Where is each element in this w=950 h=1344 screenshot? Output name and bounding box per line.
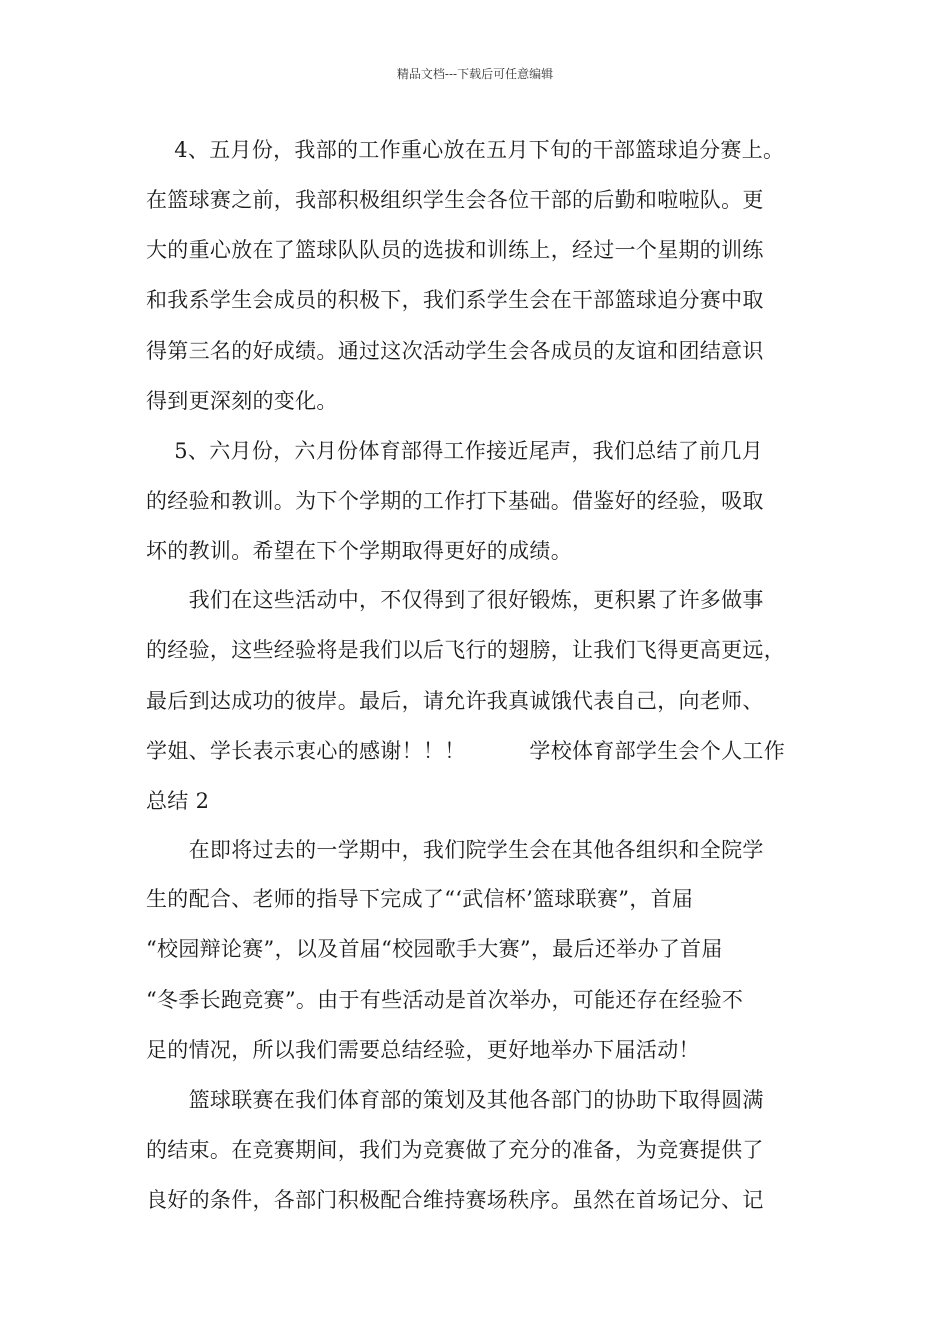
- text-line: “校园辩论赛”，以及首届“校园歌手大赛”，最后还举办了首届: [146, 937, 723, 961]
- text-line: 良好的条件，各部门积极配合维持赛场秩序。虽然在首场记分、记: [146, 1188, 764, 1212]
- text-line: 篮球联赛在我们体育部的策划及其他各部门的协助下取得圆满: [146, 1088, 764, 1112]
- text-line: 最后到达成功的彼岸。最后，请允许我真诚饿代表自己，向老师、: [146, 689, 764, 713]
- text-line: 得到更深刻的变化。: [146, 389, 338, 413]
- page-header: 精品文档---下载后可任意编辑: [396, 67, 554, 81]
- text-line: 得第三名的好成绩。通过这次活动学生会各成员的友谊和团结意识: [146, 339, 764, 363]
- text-line: “冬季长跑竞赛”。由于有些活动是首次举办，可能还存在经验不: [146, 988, 744, 1012]
- text-line: 学姐、学长表示衷心的感谢！！！ 学校体育部学生会个人工作: [146, 739, 785, 763]
- text-line: 和我系学生会成员的积极下，我们系学生会在干部篮球追分赛中取: [146, 288, 764, 312]
- text-line: 坏的教训。希望在下个学期取得更好的成绩。: [146, 539, 572, 563]
- text-line: 在即将过去的一学期中，我们院学生会在其他各组织和全院学: [146, 838, 764, 862]
- text-line: 在篮球赛之前，我部积极组织学生会各位干部的后勤和啦啦队。更: [146, 188, 764, 212]
- text-line: 我们在这些活动中，不仅得到了很好锻炼，更积累了许多做事: [146, 588, 764, 612]
- text-line: 足的情况，所以我们需要总结经验，更好地举办下届活动！: [146, 1038, 700, 1062]
- text-line: 的结束。在竞赛期间，我们为竞赛做了充分的准备，为竞赛提供了: [146, 1138, 764, 1162]
- text-line: 生的配合、老师的指导下完成了“‘武信杯’篮球联赛”，首届: [146, 887, 694, 911]
- text-line: 总结 2: [146, 789, 210, 813]
- text-line: 5、六月份，六月份体育部得工作接近尾声，我们总结了前几月: [146, 439, 764, 463]
- text-line: 的经验和教训。为下个学期的工作打下基础。借鉴好的经验，吸取: [146, 489, 764, 513]
- text-line: 的经验，这些经验将是我们以后飞行的翅膀，让我们飞得更高更远，: [146, 638, 785, 662]
- text-line: 4、五月份，我部的工作重心放在五月下旬的干部篮球追分赛上。: [146, 138, 785, 162]
- text-line: 大的重心放在了篮球队队员的选拔和训练上，经过一个星期的训练: [146, 238, 764, 262]
